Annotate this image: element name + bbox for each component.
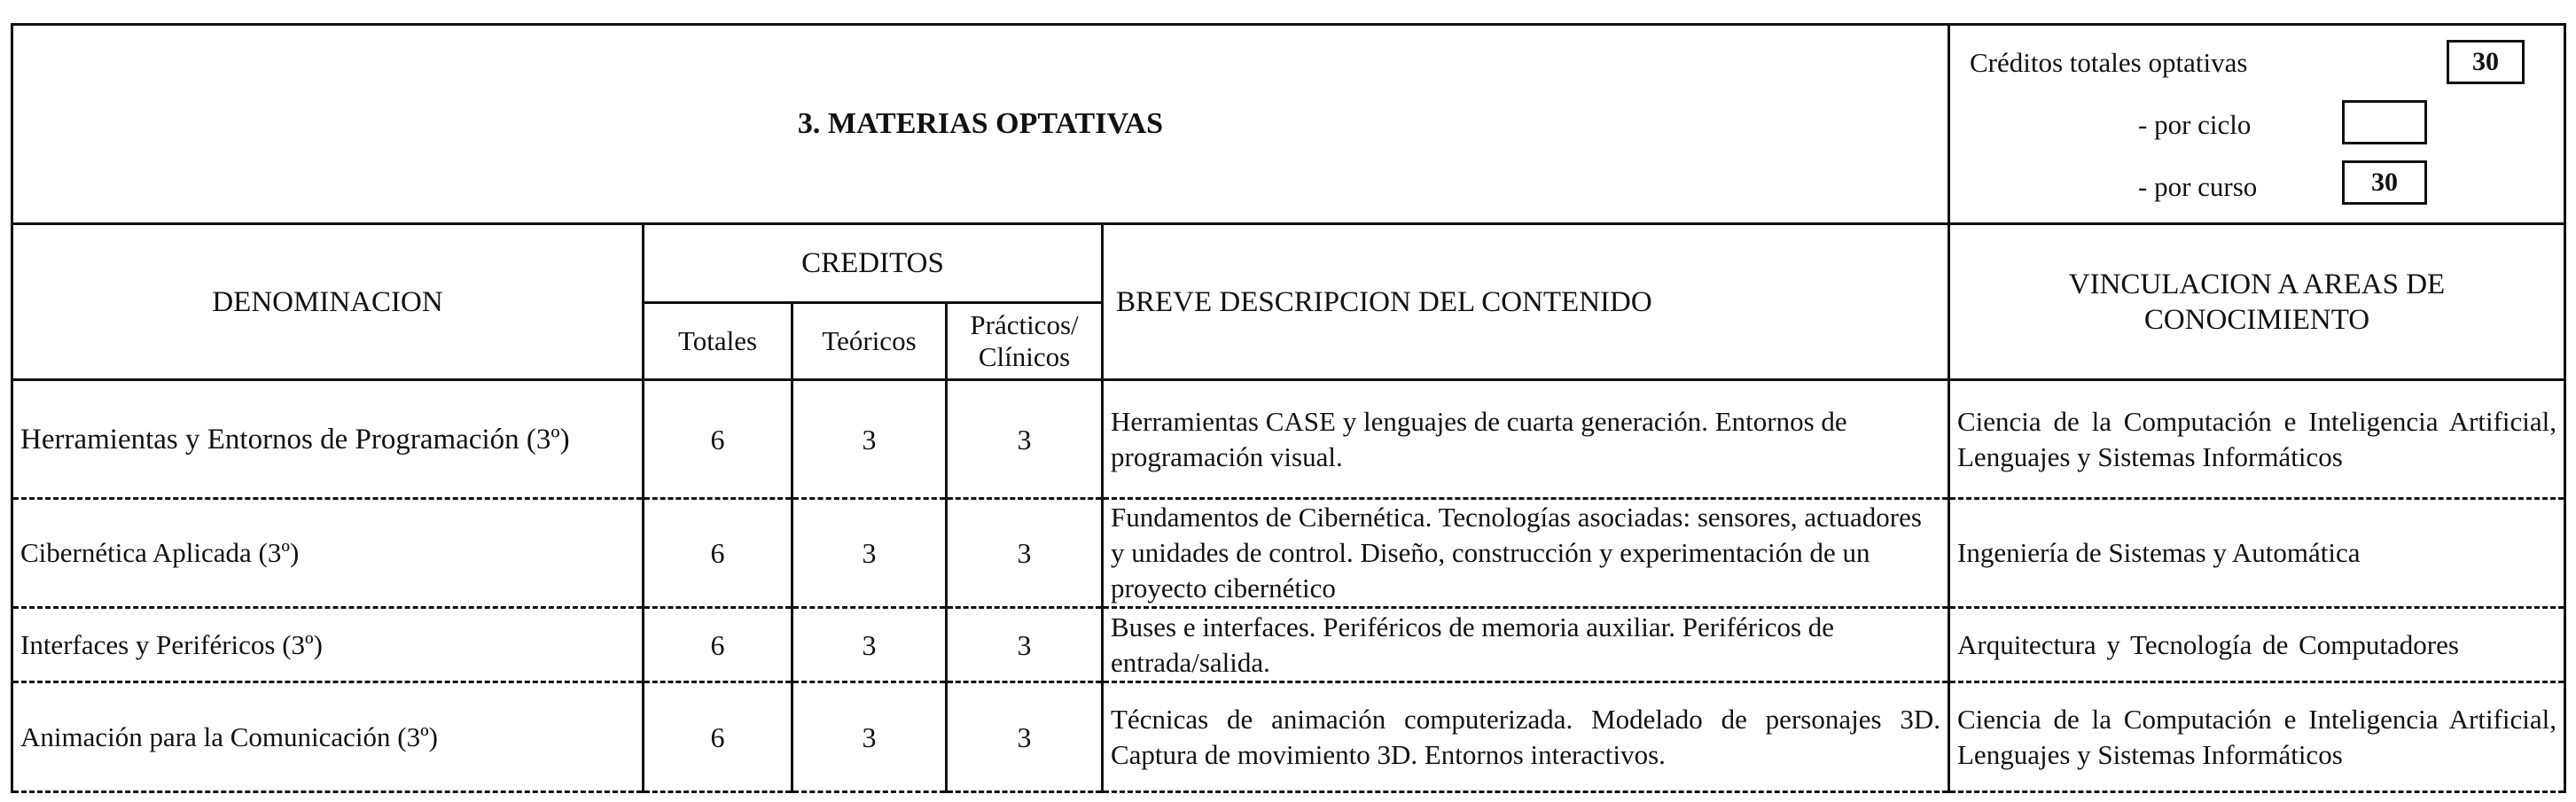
- row-descripcion: Buses e interfaces. Periféricos de memoria auxiliar. Periféricos de entrada/salida.: [1103, 608, 1949, 682]
- row-practicos: 3: [947, 682, 1103, 792]
- col-descripcion: BREVE DESCRIPCION DEL CONTENIDO: [1103, 224, 1949, 380]
- row-totales: 6: [644, 499, 792, 608]
- row-vinculacion: Ciencia de la Computación e Inteligencia Artificial, Lenguajes y Sistemas Informáticos: [1949, 682, 2565, 792]
- row-name: Interfaces y Periféricos (3º): [12, 608, 644, 682]
- row-name: Cibernética Aplicada (3º): [12, 499, 644, 608]
- title-row: [12, 25, 2565, 224]
- per-course-label: - por curso: [2138, 171, 2258, 202]
- optional-subjects-table: [11, 23, 2566, 793]
- per-cycle-label: - por ciclo: [2138, 109, 2252, 140]
- col-teoricos: Teóricos: [792, 303, 947, 380]
- table-row: [12, 499, 2565, 608]
- row-vinculacion: Ciencia de la Computación e Inteligencia Artificial, Lenguajes y Sistemas Informáticos: [1949, 380, 2565, 499]
- col-practicos: Prácticos/ Clínicos: [947, 303, 1103, 380]
- row-teoricos: 3: [792, 682, 947, 792]
- row-name: Herramientas y Entornos de Programación (3º): [12, 380, 644, 499]
- row-practicos: 3: [947, 608, 1103, 682]
- per-course-line: [1961, 155, 2553, 217]
- per-cycle-box: [2342, 100, 2427, 144]
- optional-subjects-sheet: [11, 23, 2564, 779]
- col-denominacion: DENOMINACION: [12, 224, 644, 380]
- col-creditos: CREDITOS: [644, 224, 1103, 303]
- row-practicos: 3: [947, 380, 1103, 499]
- row-name: Animación para la Comunicación (3º): [12, 682, 644, 792]
- per-course-box: 30: [2342, 160, 2427, 205]
- table-row: [12, 608, 2565, 682]
- row-teoricos: 3: [792, 608, 947, 682]
- row-totales: 6: [644, 380, 792, 499]
- credits-total-box: 30: [2447, 40, 2525, 84]
- row-teoricos: 3: [792, 380, 947, 499]
- credits-total-label: Créditos totales optativas: [1970, 47, 2248, 78]
- credits-total-line: [1961, 31, 2553, 93]
- column-header-row: [12, 224, 2565, 303]
- row-teoricos: 3: [792, 499, 947, 608]
- table-row: [12, 380, 2565, 499]
- row-totales: 6: [644, 682, 792, 792]
- row-totales: 6: [644, 608, 792, 682]
- row-practicos: 3: [947, 499, 1103, 608]
- row-vinculacion: Arquitectura y Tecnología de Computadores: [1949, 608, 2565, 682]
- col-vinculacion: VINCULACION A AREAS DE CONOCIMIENTO: [1949, 224, 2565, 380]
- col-totales: Totales: [644, 303, 792, 380]
- row-vinculacion: Ingeniería de Sistemas y Automática: [1949, 499, 2565, 608]
- per-cycle-line: [1961, 93, 2553, 155]
- table-row: [12, 682, 2565, 792]
- row-descripcion: Herramientas CASE y lenguajes de cuarta generación. Entornos de programación visual.: [1103, 380, 1949, 499]
- row-descripcion: Fundamentos de Cibernética. Tecnologías asociadas: sensores, actuadores y unidades de control. Diseño, construcción y experimentación de un proyecto cibernético: [1103, 499, 1949, 608]
- section-title: 3. MATERIAS OPTATIVAS: [12, 25, 1949, 224]
- credits-summary: [1949, 25, 2565, 224]
- row-descripcion: Técnicas de animación computerizada. Modelado de personajes 3D. Captura de movimiento 3D. Entornos interactivos.: [1103, 682, 1949, 792]
